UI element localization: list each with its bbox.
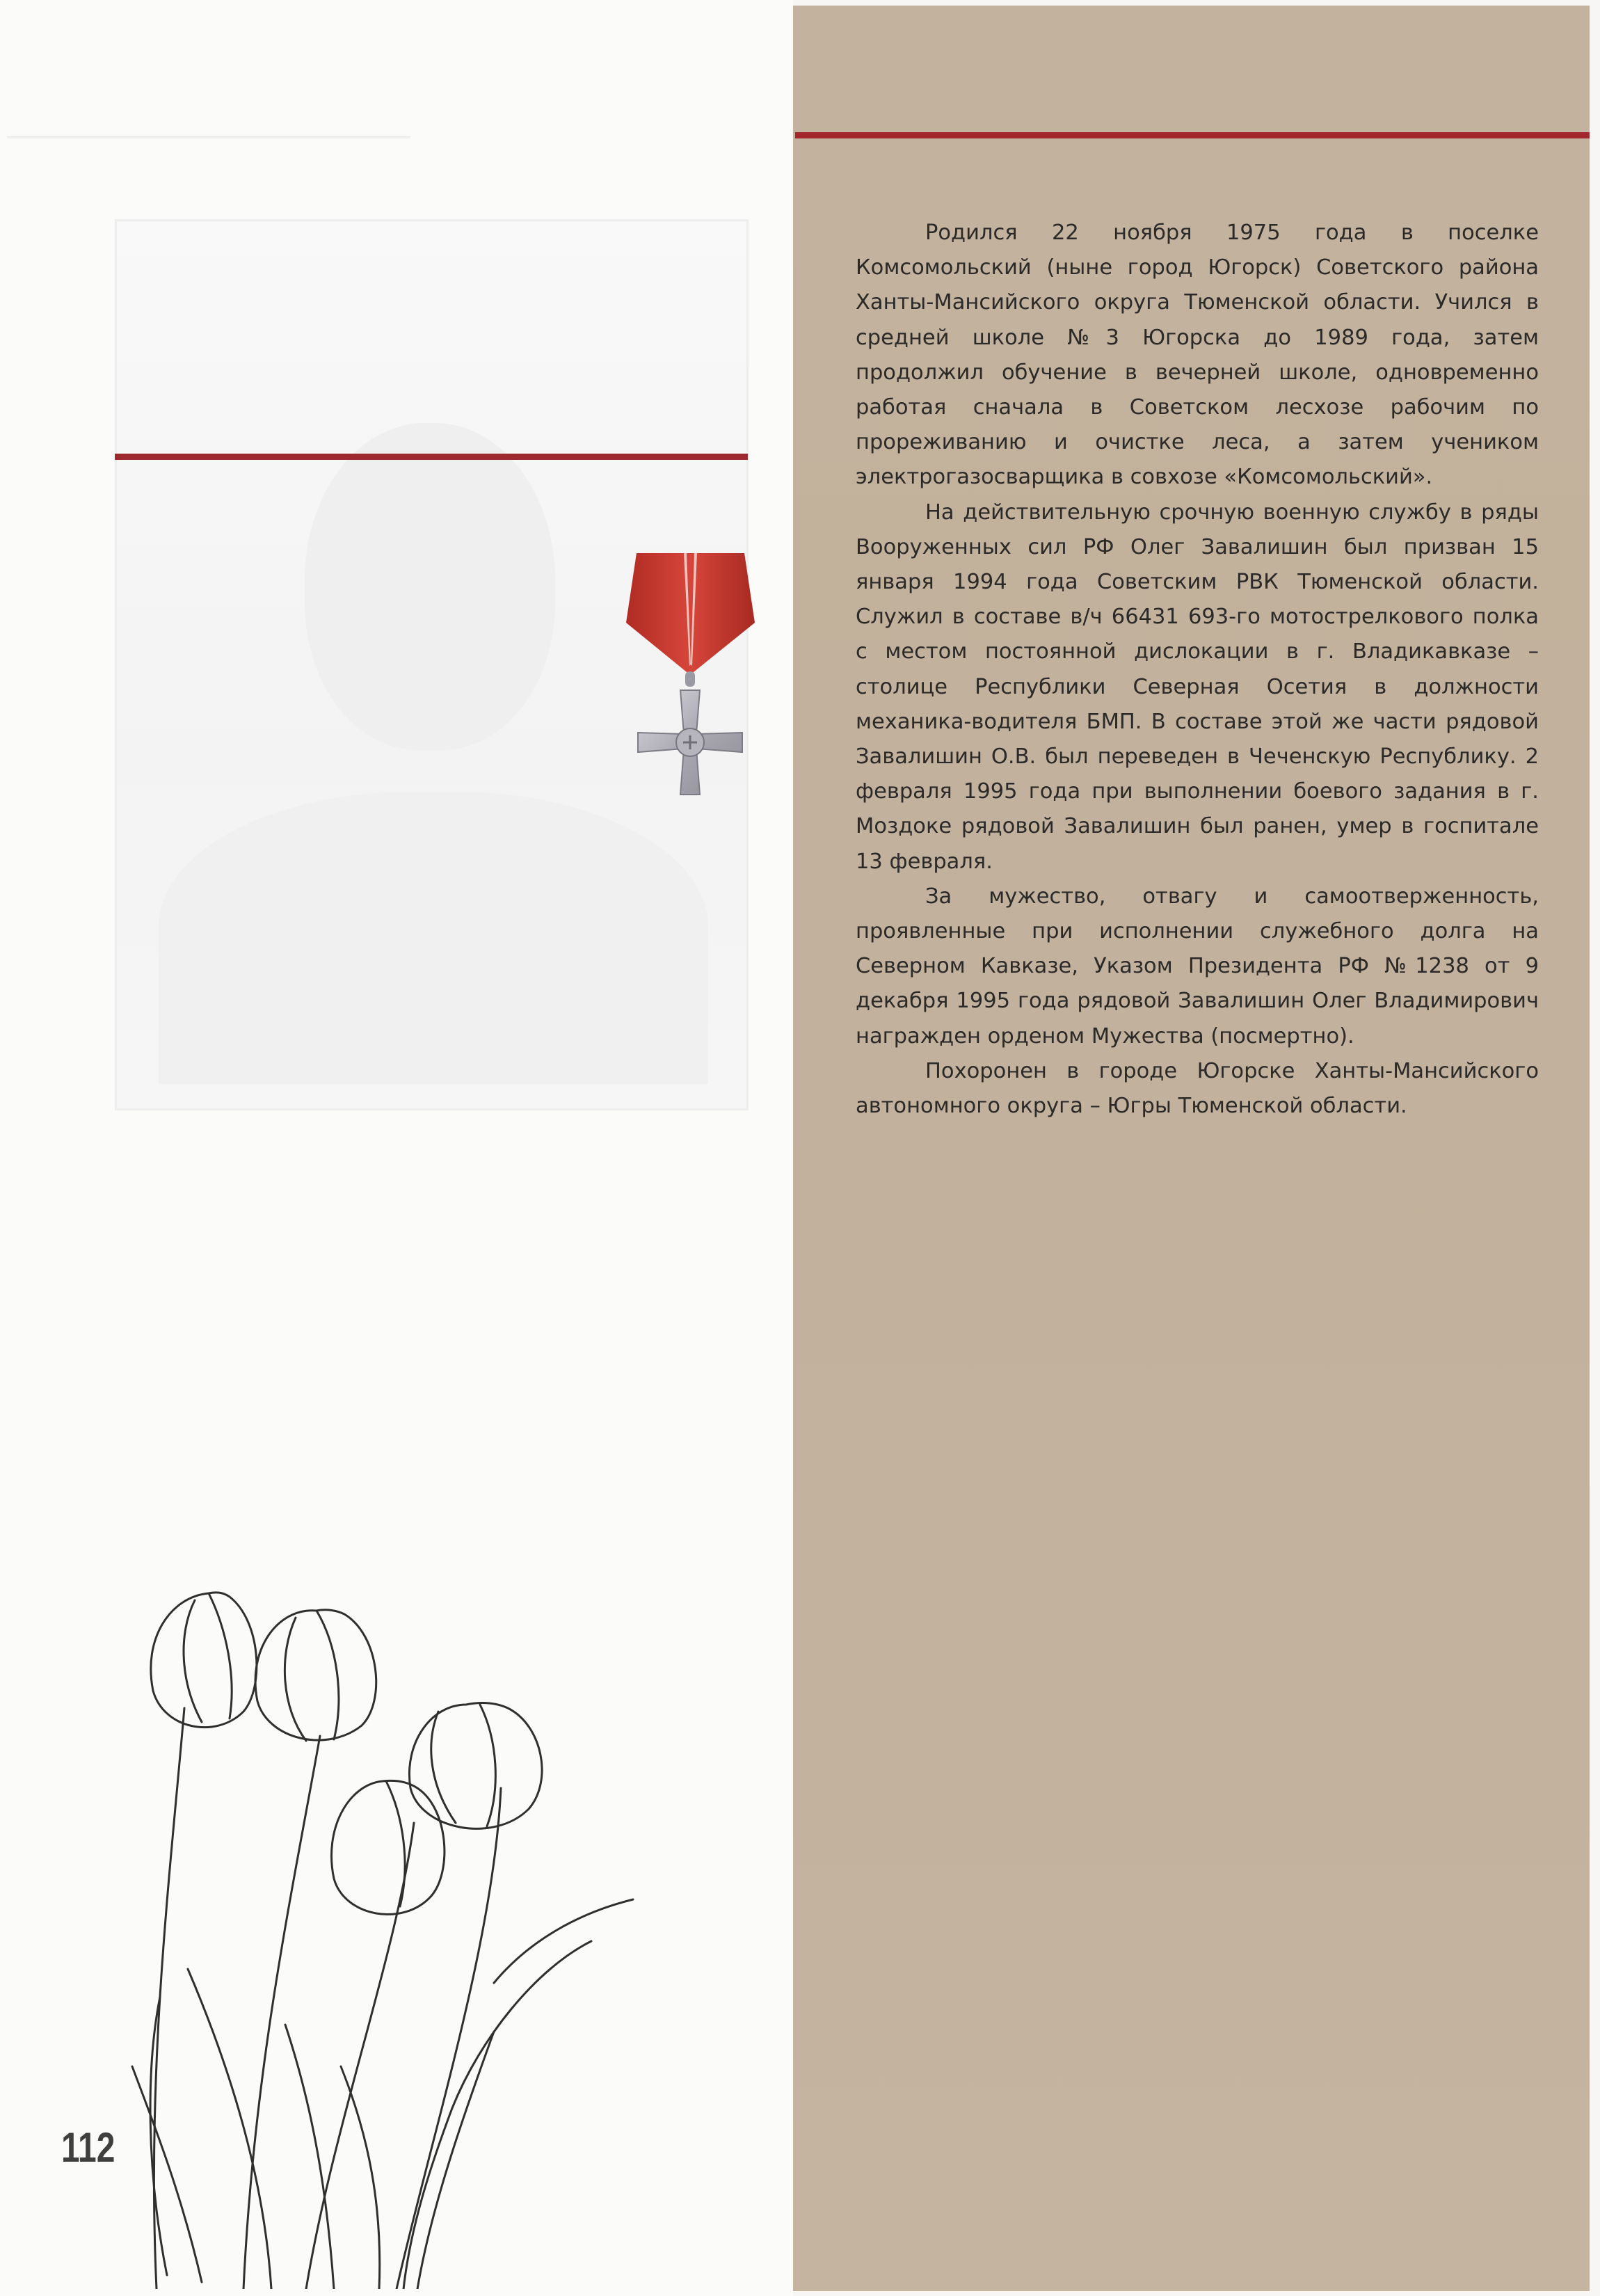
bio-paragraph: На действительную срочную военную службу в ряды Вооруженных сил РФ Олег Завалишин был призван 15 января 1994 года Советским РВК Тюменской области. Служил в составе в/ч 66431 693-го мотострелкового полка с местом постоянной дислокации в г. Владикавказе – столице Республики Северная Осетия в должности механика-водителя БМП. В составе этой же части рядовой Завалишин О.В. был переведен в Чеченскую Республику. 2 февраля 1995 года при выполнении боевого задания в г. Моздоке рядовой Завалишин был ранен, умер в госпитале 13 февраля. — [856, 500, 1539, 874]
left-page — [0, 0, 793, 2296]
bio-paragraph: Похоронен в городе Югорске Ханты-Мансийского автономного округа – Югры Тюменской области. — [856, 1058, 1539, 1119]
order-of-courage-icon — [623, 546, 758, 804]
panel-top-rule — [795, 132, 1590, 138]
tulips-illustration — [104, 1579, 730, 2289]
name-divider-rule — [115, 454, 748, 460]
bio-paragraph: За мужество, отвагу и самоотверженность, проявленные при исполнении служебного долга на Северном Кавказе, Указом Президента РФ №1238 от 9 декабря 1995 года рядовой Завалишин Олег Владимирович награжден орденом Мужества (посмертно). — [856, 884, 1539, 1049]
page-number: 112 — [61, 2124, 115, 2171]
bleed-through-rule — [7, 136, 410, 138]
bio-paragraph: Родился 22 ноября 1975 года в поселке Комсомольский (ныне город Югорск) Советского района Ханты-Мансийского округа Тюменской области. Учился в средней школе №3 Югорска до 1989 года, затем продолжил обучение в вечерней школе, одновременно работая сначала в Советском лесхозе рабочим по прореживанию и очистке леса, а затем учеником электрогазосварщика в совхозе «Комсомольский». — [856, 221, 1539, 490]
biography-text — [856, 216, 1539, 1124]
